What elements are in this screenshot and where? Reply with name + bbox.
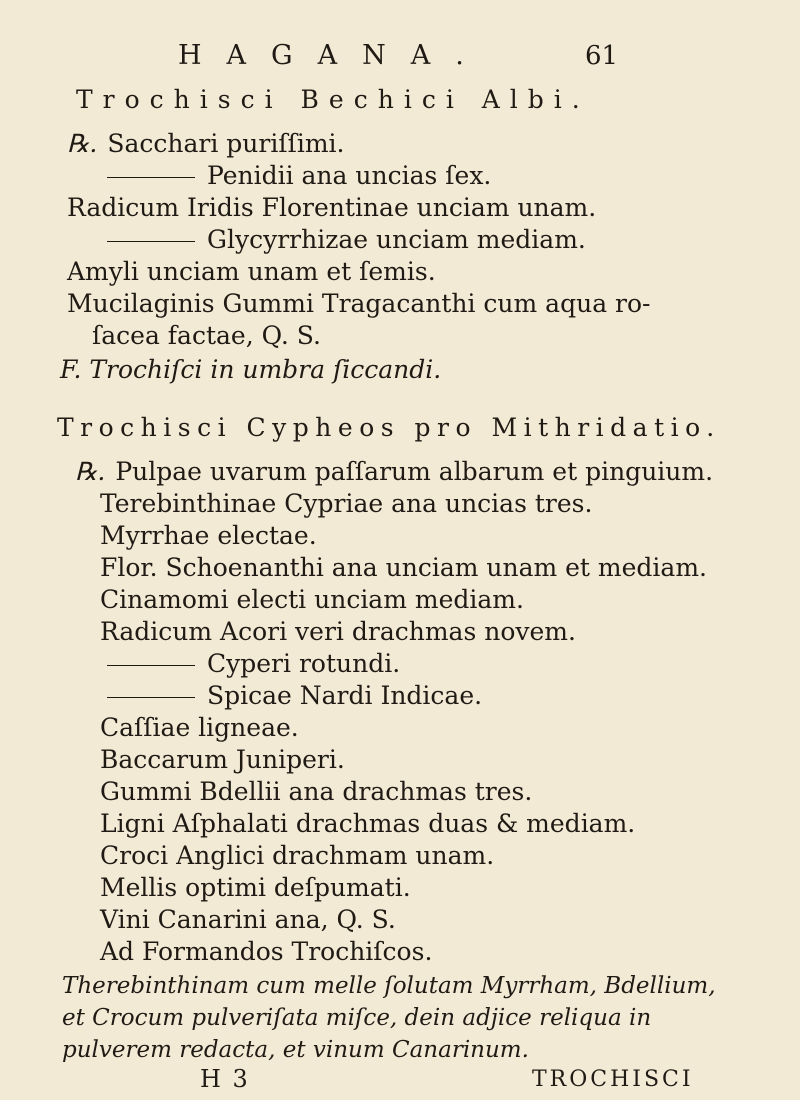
ingredient-text: Sacchari puriſſimi. — [107, 129, 345, 158]
running-title: HAGANA. — [178, 40, 489, 71]
recipe-line — [75, 456, 713, 488]
ditto-dash — [107, 177, 195, 178]
recipe-symbol: ℞. — [75, 457, 106, 486]
catchword: TROCHISCI — [532, 1067, 694, 1092]
recipe-symbol: ℞. — [67, 129, 98, 158]
ingredient-text: Glycyrrhizae unciam mediam. — [207, 225, 586, 254]
section-title-trochisci-cypheos: Trochisci Cypheos pro Mithridatio. — [57, 413, 721, 442]
ingredient-text: Spicae Nardi Indicae. — [207, 681, 483, 710]
recipe-line: Baccarum Juniperi. — [100, 745, 345, 774]
recipe-line: Cinamomi electi unciam mediam. — [100, 585, 524, 614]
recipe-line: Croci Anglici drachmam unam. — [100, 841, 495, 870]
recipe-line: Caſſiae ligneae. — [100, 713, 299, 742]
recipe-line: Terebinthinae Cypriae ana uncias tres. — [100, 489, 593, 518]
recipe-line: Ad Formandos Trochiſcos. — [100, 937, 433, 966]
ditto-dash — [107, 697, 195, 698]
recipe-line: Radicum Iridis Florentinae unciam unam. — [67, 193, 597, 222]
ingredient-text: Pulpae uvarum paſſarum albarum et pinguium. — [115, 457, 714, 486]
recipe-line — [107, 224, 586, 256]
ingredient-text: Cyperi rotundi. — [207, 649, 401, 678]
recipe-line: Mellis optimi deſpumati. — [100, 873, 411, 902]
recipe-line: Vini Canarini ana, Q. S. — [100, 905, 396, 934]
recipe-line: ſacea factae, Q. S. — [92, 321, 321, 350]
recipe-line — [107, 648, 400, 680]
ditto-dash — [107, 241, 195, 242]
recipe-line — [107, 160, 491, 192]
instruction-line: F. Trochiſci in umbra ſiccandi. — [60, 355, 442, 384]
instruction-line: Therebinthinam cum melle ſolutam Myrrham, Bdellium, — [62, 973, 716, 999]
recipe-line: Myrrhae electae. — [100, 521, 317, 550]
instruction-line: pulverem redacta, et vinum Canarinum. — [62, 1037, 529, 1063]
section-title-trochisci-bechici: Trochisci Bechici Albi. — [76, 85, 590, 114]
recipe-line: Ligni Aſphalati drachmas duas & mediam. — [100, 809, 636, 838]
recipe-line: Flor. Schoenanthi ana unciam unam et mediam. — [100, 553, 707, 582]
recipe-line: Mucilaginis Gummi Tragacanthi cum aqua ro- — [67, 289, 651, 318]
recipe-line: Radicum Acori veri drachmas novem. — [100, 617, 576, 646]
recipe-line: Gummi Bdellii ana drachmas tres. — [100, 777, 533, 806]
instruction-line: et Crocum pulveriſata miſce, dein adjice reliqua in — [62, 1005, 652, 1031]
recipe-line — [107, 680, 482, 712]
recipe-line: Amyli unciam unam et ſemis. — [67, 257, 436, 286]
page-number: 61 — [585, 41, 619, 71]
ditto-dash — [107, 665, 195, 666]
ingredient-text: Penidii ana uncias ſex. — [207, 161, 492, 190]
signature-mark: H 3 — [200, 1065, 250, 1093]
recipe-line — [67, 128, 345, 160]
